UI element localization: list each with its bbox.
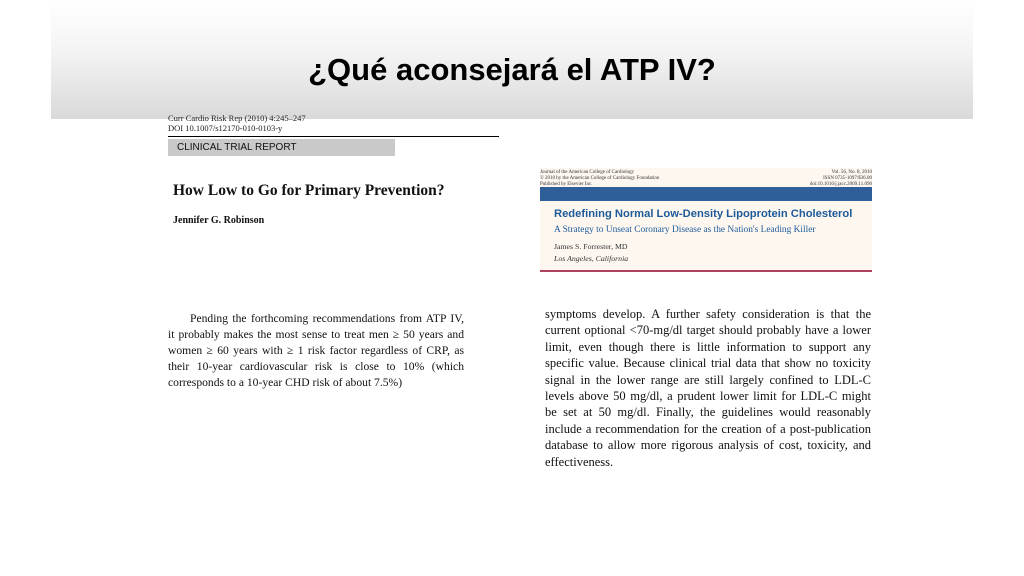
right-paragraph-text: symptoms develop. A further safety consideration is that the current optional <70-mg/dl target should probably have a lower limit, even though there is little information to support any specific value. Because clinical trial data that show no toxicity signal in the lower range are still largely confined to LDL-C levels above 50 mg/dl, a prudent lower limit for LDL-C might be set at 50 mg/dl. Finally, the guidelines would reasonably include a recommendation for the creation of a post-publication database to allow more rigorous analysis of cost, toxicity, and effectiveness. [545, 307, 871, 469]
left-article-title: How Low to Go for Primary Prevention? [173, 182, 445, 199]
journal-line3: Published by Elsevier Inc. [540, 182, 593, 187]
meta-line2: ISSN 0735-1097/$36.00 [823, 176, 872, 181]
title-band [51, 0, 973, 119]
left-paragraph-text: Pending the forthcoming recommendations from ATP IV, it probably makes the most sense to treat men ≥ 50 years and women ≥ 60 years with ≥ 1 risk factor regardless of CRP, as their 10-year cardiovascular risk is close to 10% (which corresponds to a 10-year CHD risk of about 7.5%) [168, 312, 464, 389]
journal-info [540, 168, 872, 187]
left-article-paragraph [168, 311, 464, 391]
left-article-author: Jennifer G. Robinson [173, 215, 265, 226]
meta-line1: Vol. 56, No. 8, 2010 [831, 170, 872, 175]
left-section-label: CLINICAL TRIAL REPORT [168, 139, 395, 156]
left-citation-line2: DOI 10.1007/s12170-010-0103-y [168, 123, 283, 133]
right-article-subtitle: A Strategy to Unseat Coronary Disease as the Nation's Leading Killer [554, 225, 816, 235]
journal-info-right [782, 170, 872, 188]
left-header-rule [168, 136, 499, 137]
right-article-paragraph [545, 306, 871, 470]
journal-info-left [540, 170, 710, 188]
right-article-header [540, 168, 872, 272]
slide-title: ¿Qué aconsejará el ATP IV? [308, 52, 716, 87]
journal-color-bar [540, 187, 872, 201]
journal-line2: © 2010 by the American College of Cardiology Foundation [540, 176, 660, 181]
right-article-author: James S. Forrester, MD [554, 242, 628, 251]
journal-line1: Journal of the American College of Cardiology [540, 170, 635, 175]
right-article-location: Los Angeles, California [554, 254, 629, 263]
meta-line3: doi:10.1016/j.jacc.2009.11.090 [809, 182, 872, 187]
left-article-header [168, 113, 499, 156]
left-citation-line1: Curr Cardio Risk Rep (2010) 4:245–247 [168, 113, 306, 123]
right-article-title: Redefining Normal Low-Density Lipoprotein Cholesterol [554, 208, 853, 220]
